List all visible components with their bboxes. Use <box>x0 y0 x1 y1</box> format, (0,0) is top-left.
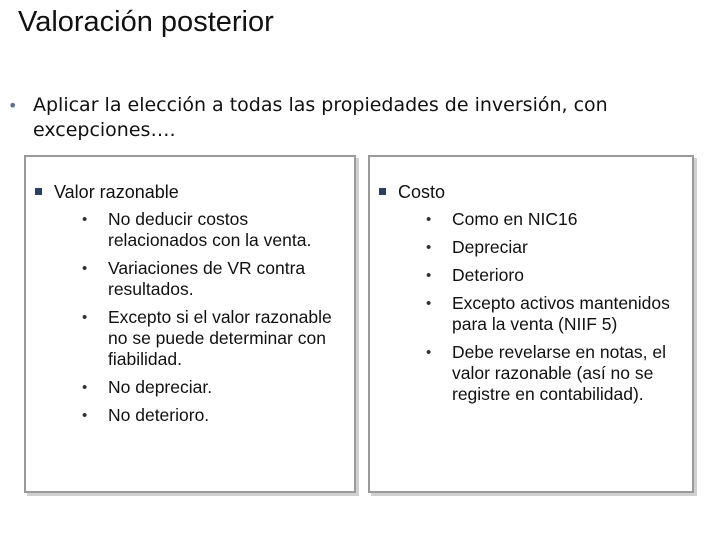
square-bullet-icon <box>379 188 386 195</box>
list-item: • Depreciar <box>426 237 528 257</box>
cost-heading <box>398 181 445 203</box>
list-item: • No deducir costos relacionados con la venta. <box>82 209 312 250</box>
list-item: • Variaciones de VR contra resultados. <box>82 258 306 299</box>
bullet-dot-icon: • <box>82 309 88 326</box>
fair-value-box <box>24 155 356 493</box>
square-bullet-icon <box>35 188 42 195</box>
bullet-dot-icon: • <box>82 260 88 277</box>
slide-title: Valoración posterior <box>18 6 274 38</box>
fair-value-heading <box>54 181 179 203</box>
bullet-dot-icon: • <box>8 96 18 115</box>
fair-value-heading-text: Valor razonable <box>54 182 179 202</box>
bullet-dot-icon: • <box>426 267 432 284</box>
bullet-dot-icon: • <box>82 211 88 228</box>
bullet-dot-icon: • <box>82 379 88 396</box>
bullet-dot-icon: • <box>426 211 432 228</box>
bullet-dot-icon: • <box>82 407 88 424</box>
fair-value-list <box>82 209 352 433</box>
bullet-dot-icon: • <box>426 295 432 312</box>
bullet-dot-icon: • <box>426 344 432 361</box>
list-item: • Como en NIC16 <box>426 209 578 229</box>
list-item: • Deterioro <box>426 265 524 285</box>
list-item: • No deterioro. <box>82 405 210 425</box>
bullet-dot-icon: • <box>426 239 432 256</box>
list-item: • Excepto activos mantenidos para la venta (NIIF 5) <box>426 293 670 334</box>
list-item: • No depreciar. <box>82 377 213 397</box>
main-bullet <box>8 93 608 143</box>
cost-box <box>368 155 694 493</box>
list-item: • Debe revelarse en notas, el valor razonable (así no se registre en contabilidad). <box>426 342 667 404</box>
list-item: • Excepto si el valor razonable no se puede determinar con fiabilidad. <box>82 307 332 369</box>
cost-list <box>426 209 688 412</box>
main-bullet-text: Aplicar la elección a todas las propiedades de inversión, con excepciones…. <box>33 94 608 141</box>
cost-heading-text: Costo <box>398 182 446 202</box>
